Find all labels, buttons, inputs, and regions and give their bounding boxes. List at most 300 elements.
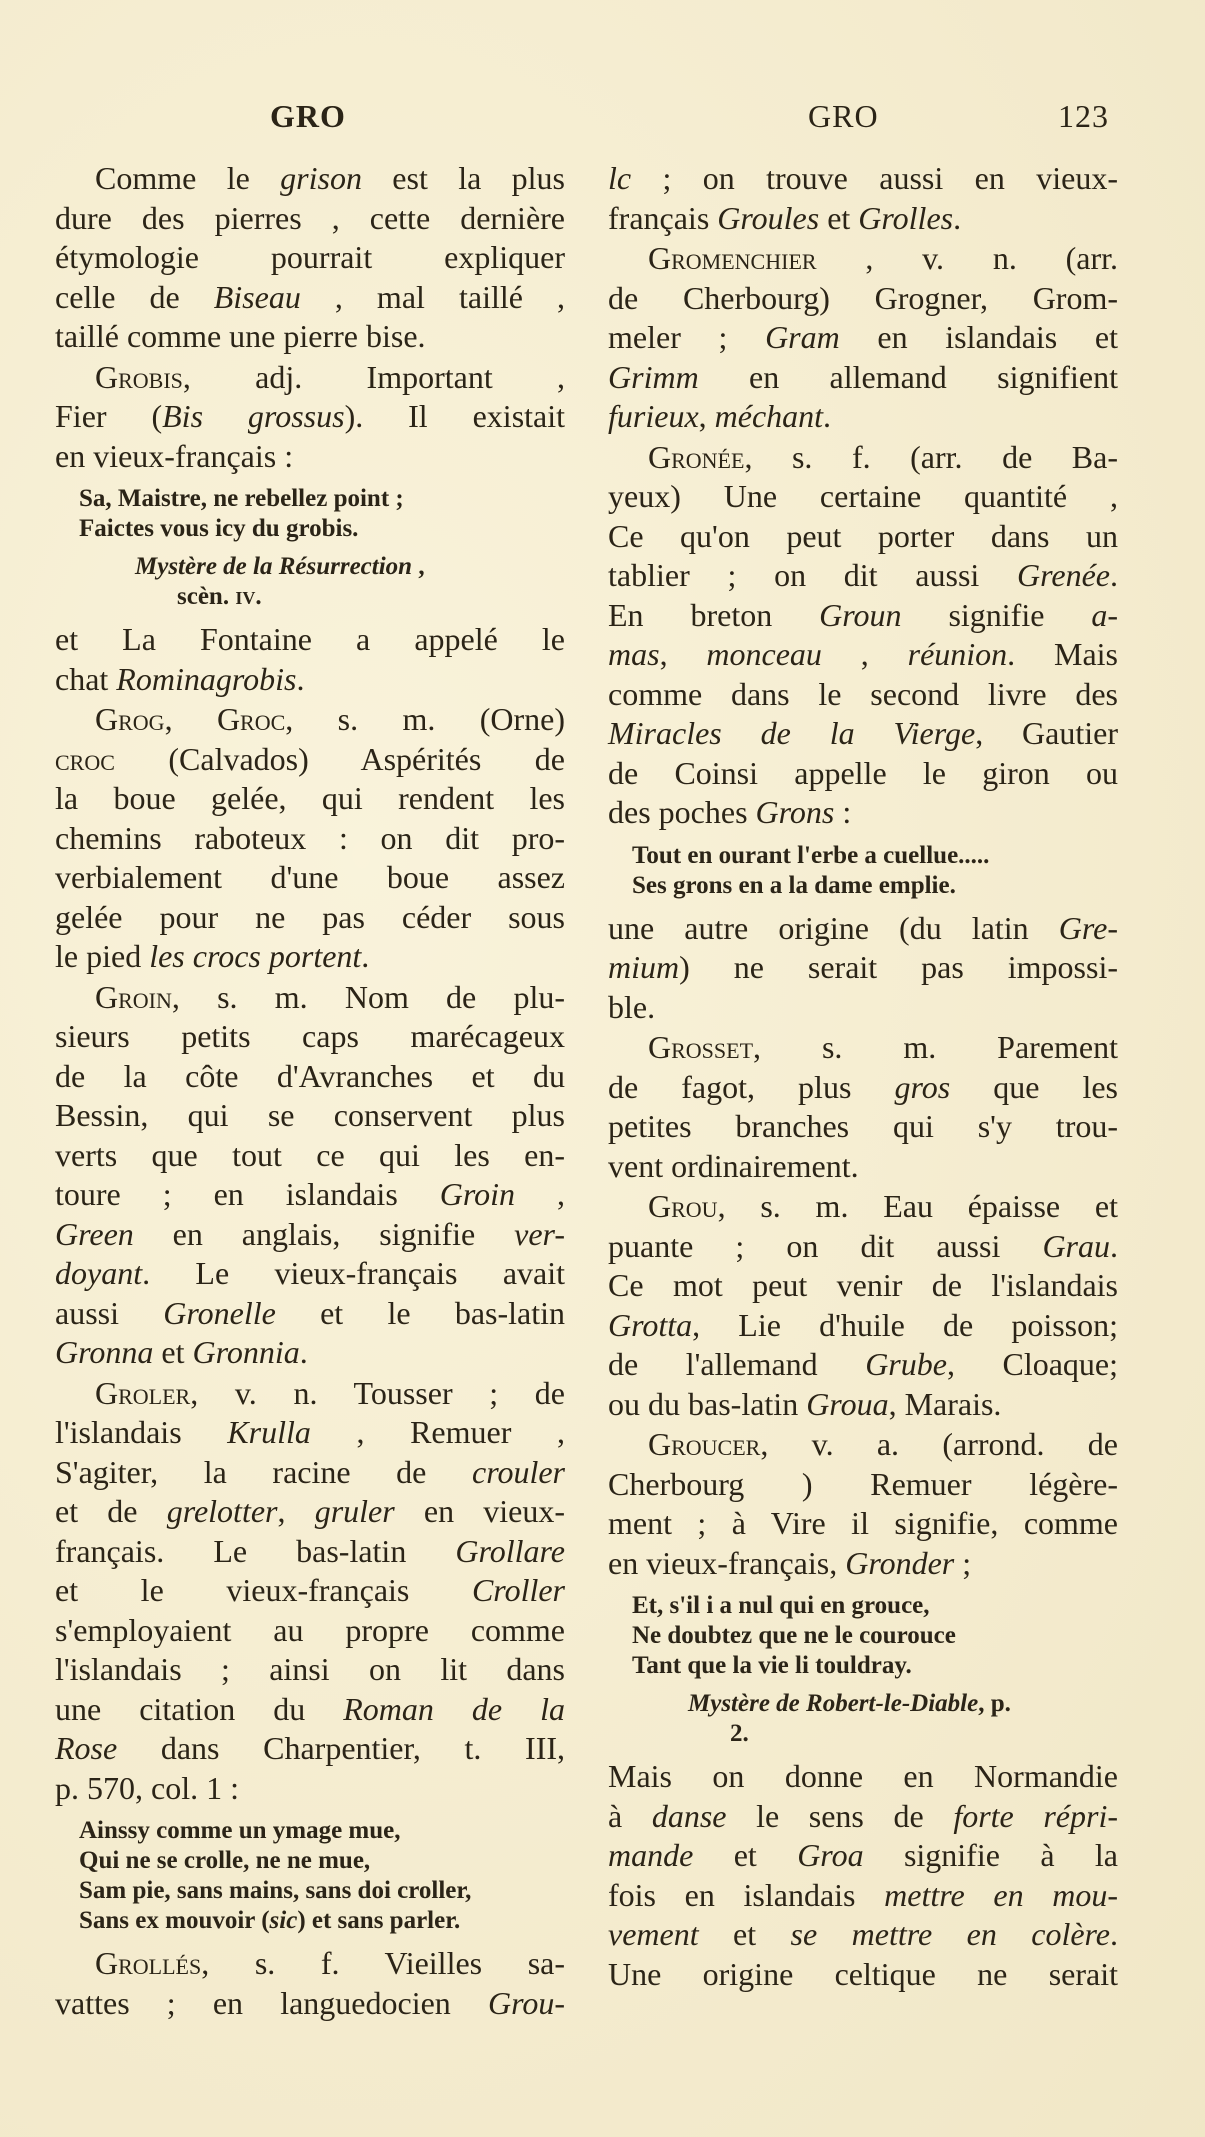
text-line [55,779,565,819]
text-run: . [299,1334,308,1370]
italic-term: Grolles [858,199,954,236]
text-run: taillé comme une pierre bise. [55,318,426,354]
text-run: chat [55,660,117,697]
italic-term: Roman de la [343,1690,565,1727]
quotation-source [608,1689,1118,1749]
italic-term: Grimm [608,358,699,395]
text-run: dure des pierres , cette dernière [55,199,565,236]
text-run: , v. n. (arr. [816,240,1118,276]
text-line [608,1836,1118,1876]
text-run: , adj. Important , [182,358,565,395]
italic-term: Gronna [55,1334,154,1370]
text-line [608,948,1118,988]
italic-term: méchant [714,398,824,434]
text-run: comme dans le second livre des [608,675,1118,712]
text-run: petites branches qui s'y trou- [608,1108,1118,1144]
text-run: français. Le bas-latin [55,1532,456,1569]
text-run: . [255,583,262,610]
text-line [608,1915,1118,1955]
headword: Gromenchier [648,240,817,276]
quotation-source [55,552,565,612]
text-line [608,793,1118,833]
text-run: Sans ex mouvoir ( [79,1907,270,1934]
italic-term: Rominagrobis [116,660,297,697]
verse-quotation [608,1591,1118,1681]
text-run: p. 570, col. 1 : [55,1769,239,1806]
text-run: le pied [55,938,150,974]
running-head-right: GRO [808,98,879,134]
text-line [55,358,565,398]
text-run: scèn. [177,583,236,610]
text-run: en vieux- [394,1493,566,1529]
text-line [55,1769,565,1809]
text-run: et [693,1837,798,1873]
text-run: s'employaient au propre comme [55,1611,565,1648]
italic-term: les crocs portent [149,938,362,974]
text-run: Sa, Maistre, ne rebellez point ; [79,485,404,512]
text-run: , v. a. (arrond. de [760,1426,1118,1462]
italic-term: a- [1091,596,1118,633]
italic-term: Rose [55,1730,118,1766]
text-run: Et, s'il i a nul qui en grouce, [632,1592,930,1619]
text-line [55,1906,565,1936]
text-run: Cherbourg ) Remuer légère- [608,1465,1118,1502]
italic-term: doyant [55,1255,143,1291]
text-line [608,1107,1118,1147]
text-line [55,1215,565,1255]
text-run: . Le vieux-français avait [142,1255,565,1291]
text-run: meler ; [608,319,766,355]
text-run: de la côte d'Avranches et du [55,1057,565,1094]
text-run: Fier ( [55,398,163,434]
italic-term: gros [894,1068,951,1105]
text-line [55,740,565,780]
text-run: (Calvados) Aspérités de [114,740,565,777]
headword: iv [235,583,256,610]
headword: croc [55,740,115,777]
entry-paragraph [55,1944,565,2023]
text-line [55,1650,565,1690]
text-line [608,1425,1118,1465]
italic-term: Gronelle [163,1294,276,1331]
text-line [608,1465,1118,1505]
headword: Grosset [648,1029,754,1065]
text-line [55,1690,565,1730]
text-line [608,871,1118,901]
italic-term: sic [269,1907,298,1934]
text-line [608,675,1118,715]
text-run: une citation du [55,1690,344,1727]
text-line [608,556,1118,596]
entry-paragraph [608,1425,1118,1583]
text-line [55,858,565,898]
text-run: et le bas-latin [275,1294,565,1331]
text-run: Ce mot peut venir de l'islandais [608,1267,1118,1303]
text-run: que les [950,1068,1118,1105]
text-line [55,278,565,318]
text-line [608,754,1118,794]
text-line [608,397,1118,437]
column-right [608,158,1118,1995]
text-line [608,1651,1118,1681]
italic-term: réunion [907,636,1008,672]
verse-quotation [608,841,1118,901]
text-line [55,1984,565,2024]
text-run: l'islandais [55,1414,228,1450]
text-line [55,1876,565,1906]
text-run: et [698,1916,791,1952]
text-run: Bessin, qui se conservent plus [55,1097,565,1133]
text-run: , v. n. Tousser ; de [190,1374,565,1411]
text-run: yeux) Une certaine quantité , [608,478,1118,514]
headword: Grou [648,1188,718,1224]
italic-term: vement [608,1916,699,1952]
italic-term: Groin [439,1176,516,1212]
text-run: , s. f. Vieilles sa- [201,1945,565,1981]
text-line [55,1294,565,1334]
text-line [55,898,565,938]
italic-term: Krulla [227,1414,311,1450]
text-run: Ce qu'on peut porter dans un [608,517,1118,554]
text-run: , s. m. Eau épaisse et [717,1188,1118,1224]
text-line [55,1057,565,1097]
text-run: verts que tout ce qui les en- [55,1136,565,1173]
text-line [608,1306,1118,1346]
text-run: , s. m. (Orne) [285,701,566,737]
text-line [55,1944,565,1984]
text-line [55,1816,565,1846]
entry-paragraph [608,1028,1118,1186]
text-run: verbialement d'une boue assez [55,859,565,895]
text-line [608,1876,1118,1916]
italic-term: Groua [806,1385,889,1422]
italic-term: Croller [471,1572,565,1608]
text-run: . [361,938,370,974]
text-run: celle de [55,278,214,315]
italic-term: Grollare [455,1532,565,1569]
text-run: et La Fontaine a appelé le [55,621,565,657]
text-run: en allemand signifient [698,358,1118,395]
text-run: de Coinsi appelle le giron ou [608,754,1118,791]
text-line [55,437,565,477]
text-run: sieurs petits caps marécageux [55,1018,565,1054]
column-left [55,158,565,2024]
italic-term: Miracles de la Vierge [608,715,976,751]
text-run: , [164,701,217,737]
text-run: des poches [608,794,756,830]
text-line [608,477,1118,517]
text-run: , Lie d'huile de poisson; [692,1306,1118,1343]
text-run: en islandais et [839,319,1119,355]
text-run: Mais on donne en Normandie [608,1758,1118,1794]
text-run: S'agiter, la racine de [55,1453,472,1490]
text-line [55,1333,565,1373]
text-line [608,1187,1118,1227]
entry-paragraph [55,978,565,1373]
italic-term: Grons [755,794,835,830]
text-line [55,1175,565,1215]
text-run: , [698,398,715,434]
text-run: gelée pour ne pas céder sous [55,898,565,935]
text-run: , [412,553,425,580]
text-run: le sens de [726,1797,954,1834]
text-line [55,199,565,239]
text-line [55,1453,565,1493]
text-line [55,1571,565,1611]
text-line [608,1028,1118,1068]
text-line [608,841,1118,871]
italic-term: Gronder [845,1544,955,1581]
text-line [55,1136,565,1176]
italic-term: monceau [706,636,822,672]
text-line [55,1374,565,1414]
text-run: en anglais, signifie [133,1215,515,1252]
text-line [55,514,565,544]
text-run: l'islandais ; ainsi on lit dans [55,1651,565,1687]
text-paragraph [608,909,1118,1028]
text-line [608,239,1118,279]
text-run: en vieux-français, [608,1544,846,1581]
text-line [608,1385,1118,1425]
text-line [608,1591,1118,1621]
text-line [55,397,565,437]
text-line [55,1492,565,1532]
text-run: tablier ; on dit aussi [608,557,1018,593]
text-run: , s. m. Parement [753,1029,1118,1065]
text-run: Sam pie, sans mains, sans doi croller, [79,1877,472,1904]
text-run: de l'allemand [608,1346,866,1382]
italic-term: Groa [797,1837,864,1873]
text-run: vent ordinairement. [608,1147,859,1184]
text-run: et de [55,1493,167,1529]
text-line [55,1017,565,1057]
text-run: ) et sans parler. [297,1907,461,1934]
italic-term: Grotta [608,1306,693,1343]
text-line [55,978,565,1018]
text-run: Qui ne se crolle, ne ne mue, [79,1847,371,1874]
text-run: En breton [608,596,820,633]
italic-term: crouler [471,1453,565,1490]
text-run: à [608,1797,652,1834]
text-line [55,1096,565,1136]
text-line [608,1147,1118,1187]
text-run: signifie à la [863,1837,1119,1873]
italic-term: forte répri- [953,1797,1119,1834]
entry-paragraph [55,1374,565,1809]
text-line [55,1413,565,1453]
text-run: Ne doubtez que ne le courouce [632,1622,956,1649]
headword: Grobis [95,358,183,395]
text-line [55,660,565,700]
running-head-left: GRO [270,98,346,134]
text-line [608,596,1118,636]
italic-term: grison [280,160,362,196]
text-run: , s. m. Nom de plu- [171,978,565,1015]
italic-term: Grau [1042,1227,1110,1264]
italic-term: ver- [514,1215,565,1252]
text-line [55,552,565,582]
text-run: . Mais [1007,636,1118,672]
text-run: Comme le [95,160,281,196]
text-run: , s. f. (arr. de Ba- [744,438,1118,475]
italic-term: grelotter [166,1493,278,1529]
italic-term: se mettre en colère [790,1916,1110,1952]
italic-term: Biseau [213,278,301,315]
text-line [55,238,565,278]
text-run: ; [954,1544,972,1581]
text-line [608,1757,1118,1797]
text-run: ) ne serait pas impossi- [679,949,1118,985]
entry-paragraph [608,239,1118,437]
text-run: , [659,636,707,672]
text-run: fois en islandais [608,1876,885,1913]
verse-quotation [55,484,565,544]
text-line [55,937,565,977]
headword: Gronée [648,438,745,475]
text-run: Ainssy comme un ymage mue, [79,1817,401,1844]
text-run: , Marais. [888,1385,1002,1422]
text-line [55,819,565,859]
text-line [608,1227,1118,1267]
headword: Grollés [95,1945,202,1981]
entry-paragraph [55,159,565,357]
italic-term: Gronnia [192,1334,300,1370]
italic-term: Grube [865,1346,947,1382]
text-run: , Remuer , [310,1414,566,1450]
text-line [55,1611,565,1651]
italic-term: mium [608,949,680,985]
text-run: , [277,1493,315,1529]
text-run: français [608,199,718,236]
text-run: 2. [730,1720,749,1747]
text-run: est la plus [361,160,565,196]
italic-term: Mystère de Robert-le-Diable [688,1690,979,1717]
italic-term: mande [608,1837,694,1873]
text-run: ). Il existait [344,398,566,434]
italic-term: furieux [608,398,699,434]
italic-term: Green [55,1215,134,1252]
text-line [608,1266,1118,1306]
italic-term: mettre en mou- [884,1876,1118,1913]
text-paragraph [55,620,565,699]
text-run: et le vieux-français [55,1572,472,1608]
text-line [608,1068,1118,1108]
text-line [608,279,1118,319]
headword: Groc [216,701,286,737]
text-line [55,484,565,514]
italic-term: lc [608,160,632,196]
text-run: une autre origine (du latin [608,909,1059,946]
text-line [55,1532,565,1572]
text-run: , Cloaque; [946,1346,1119,1382]
text-line [55,620,565,660]
text-line [608,1544,1118,1584]
text-run: Faictes vous icy du grobis. [79,515,359,542]
text-run: puante ; on dit aussi [608,1227,1043,1264]
text-line [608,1719,1118,1749]
verse-quotation [55,1816,565,1936]
text-run: étymologie pourrait expliquer [55,239,565,275]
text-line [608,1621,1118,1651]
text-run: ; on trouve aussi en vieux- [631,160,1118,196]
text-line [55,582,565,612]
text-line [608,988,1118,1028]
text-run: chemins raboteux : on dit pro- [55,819,565,856]
text-line [608,358,1118,398]
text-line [608,159,1118,199]
text-run: de Cherbourg) Grogner, Grom- [608,279,1118,316]
text-run: . [1110,1916,1118,1952]
text-line [608,517,1118,557]
text-line [608,199,1118,239]
italic-term: Mystère de la Résurrection [135,553,413,580]
headword: Grog [95,701,165,737]
text-line [608,318,1118,358]
italic-term: Grenée [1017,557,1110,593]
text-paragraph [608,1757,1118,1994]
headword: Groin [95,978,172,1015]
text-line [608,1345,1118,1385]
text-paragraph [608,159,1118,238]
text-line [55,159,565,199]
text-run: . [1110,557,1118,593]
text-line [608,438,1118,478]
italic-term: Groules [717,199,820,236]
italic-term: danse [651,1797,727,1834]
text-line [55,1729,565,1769]
text-line [608,1797,1118,1837]
text-run: la boue gelée, qui rendent les [55,780,565,816]
page-number: 123 [1058,98,1109,134]
text-line [55,700,565,740]
text-line [608,714,1118,754]
entry-paragraph [608,438,1118,833]
headword: Groler [95,1374,191,1411]
text-run: . [1110,1227,1118,1264]
text-run: , mal taillé , [300,278,566,315]
text-run: , [515,1176,566,1212]
text-line [608,909,1118,949]
text-run: et [819,199,859,236]
headword: Groucer [648,1426,761,1462]
text-run: dans Charpentier, t. III, [117,1730,565,1766]
italic-term: Gram [765,319,840,355]
text-run: : [834,794,852,830]
text-run: en vieux-français : [55,437,294,474]
text-run: Une origine celtique ne serait [608,1955,1118,1992]
text-run: ou du bas-latin [608,1385,807,1422]
text-run: toure ; en islandais [55,1176,440,1212]
text-run: de fagot, plus [608,1068,895,1105]
text-run: aussi [55,1294,164,1331]
italic-term: Grou- [487,1984,565,2021]
entry-paragraph [55,358,565,477]
text-run: ment ; à Vire il signifie, comme [608,1505,1118,1541]
text-line [608,1955,1118,1995]
entry-paragraph [608,1187,1118,1424]
text-run: . [953,199,962,236]
text-line [55,317,565,357]
text-run: . [296,660,305,697]
text-run: , p. [978,1690,1011,1717]
text-line [55,1254,565,1294]
text-run: vattes ; en languedocien [55,1984,488,2021]
text-run: , Gautier [975,715,1119,751]
text-run: . [823,398,832,434]
text-line [608,1504,1118,1544]
text-run: Tout en ourant l'erbe a cuellue..... [632,841,990,869]
text-line [55,1846,565,1876]
